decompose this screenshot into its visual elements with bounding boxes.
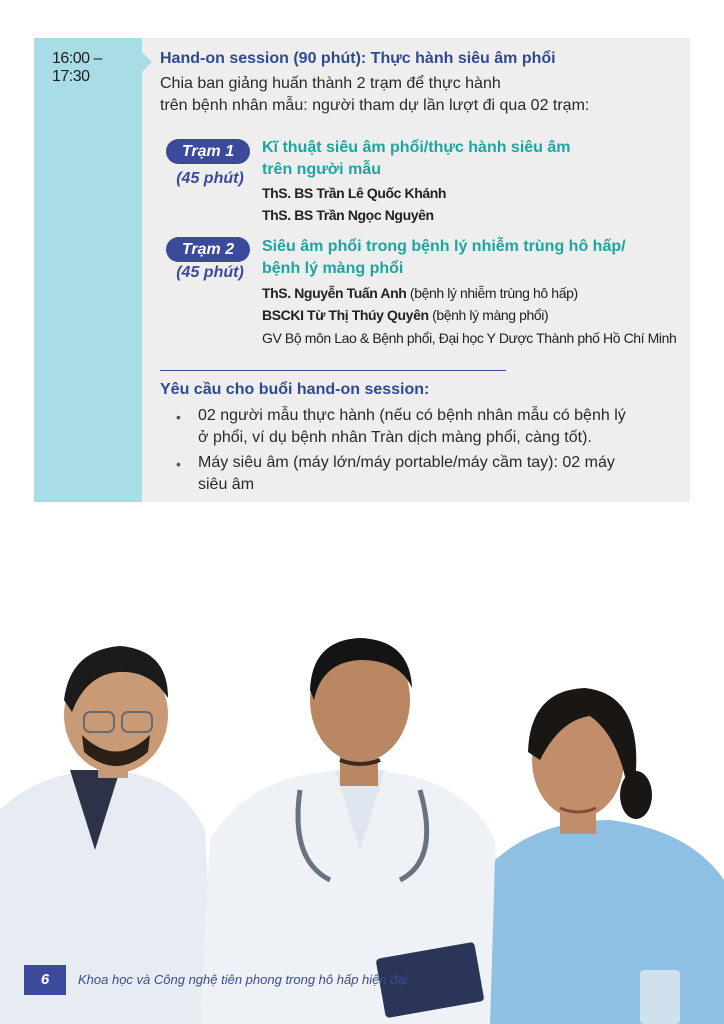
station-2-person-2 bbox=[262, 307, 548, 323]
station-2-title-line-2: bệnh lý màng phổi bbox=[262, 260, 404, 277]
station-1-person-2 bbox=[262, 207, 434, 223]
station-1-badge: Trạm 1 bbox=[166, 139, 250, 164]
requirement-1-line-2: ở phổi, ví dụ bệnh nhân Tràn dịch màng phổi, càng tốt). bbox=[198, 429, 592, 446]
person-note: (bệnh lý màng phổi) bbox=[428, 307, 549, 323]
requirements-title: Yêu cầu cho buổi hand-on session: bbox=[160, 381, 430, 398]
session-time: 16:00 – 17:30 bbox=[52, 50, 102, 85]
section-divider bbox=[160, 370, 506, 371]
footer-text: Khoa học và Công nghệ tiên phong trong hô hấp hiện đại bbox=[78, 972, 408, 987]
requirement-1-line-1: 02 người mẫu thực hành (nếu có bệnh nhân mẫu có bệnh lý bbox=[198, 407, 626, 424]
person-name: BSCKI Từ Thị Thúy Quyên bbox=[262, 307, 429, 323]
person-note: (bệnh lý nhiễm trùng hô hấp) bbox=[406, 285, 578, 301]
person-name: ThS. Nguyễn Tuấn Anh bbox=[262, 285, 407, 301]
station-2-person-1 bbox=[262, 285, 578, 301]
station-2-title-line-1: Siêu âm phổi trong bệnh lý nhiễm trùng hô hấp/ bbox=[262, 238, 626, 255]
station-1-title-line-1: Kĩ thuật siêu âm phổi/thực hành siêu âm bbox=[262, 139, 571, 156]
station-1-title-line-2: trên người mẫu bbox=[262, 161, 381, 178]
time-column bbox=[34, 38, 142, 502]
page-number: 6 bbox=[24, 965, 66, 995]
program-card bbox=[34, 38, 690, 502]
bullet-icon: • bbox=[176, 409, 181, 425]
person-name: ThS. BS Trần Lê Quốc Khánh bbox=[262, 185, 447, 201]
session-intro-line-1: Chia ban giảng huấn thành 2 trạm để thực hành bbox=[160, 75, 501, 92]
person-name: ThS. BS Trần Ngọc Nguyên bbox=[262, 207, 434, 223]
requirement-2-line-1: Máy siêu âm (máy lớn/máy portable/máy cầm tay): 02 máy bbox=[198, 454, 615, 471]
doctors-photo bbox=[0, 620, 724, 1024]
station-1-person-1 bbox=[262, 185, 446, 201]
session-title: Hand-on session (90 phút): Thực hành siêu âm phổi bbox=[160, 50, 556, 67]
station-2-duration: (45 phút) bbox=[176, 264, 244, 281]
affiliation-text: GV Bộ môn Lao & Bệnh phổi, Đại học Y Dược Thành phố Hồ Chí Minh bbox=[262, 330, 677, 346]
station-2-badge: Trạm 2 bbox=[166, 237, 250, 262]
session-intro-line-2: trên bệnh nhân mẫu: người tham dự lần lượt đi qua 02 trạm: bbox=[160, 97, 590, 114]
station-2-affiliation bbox=[262, 330, 676, 346]
requirement-2-line-2: siêu âm bbox=[198, 476, 255, 493]
station-1-duration: (45 phút) bbox=[176, 170, 244, 187]
bullet-icon: • bbox=[176, 456, 181, 472]
